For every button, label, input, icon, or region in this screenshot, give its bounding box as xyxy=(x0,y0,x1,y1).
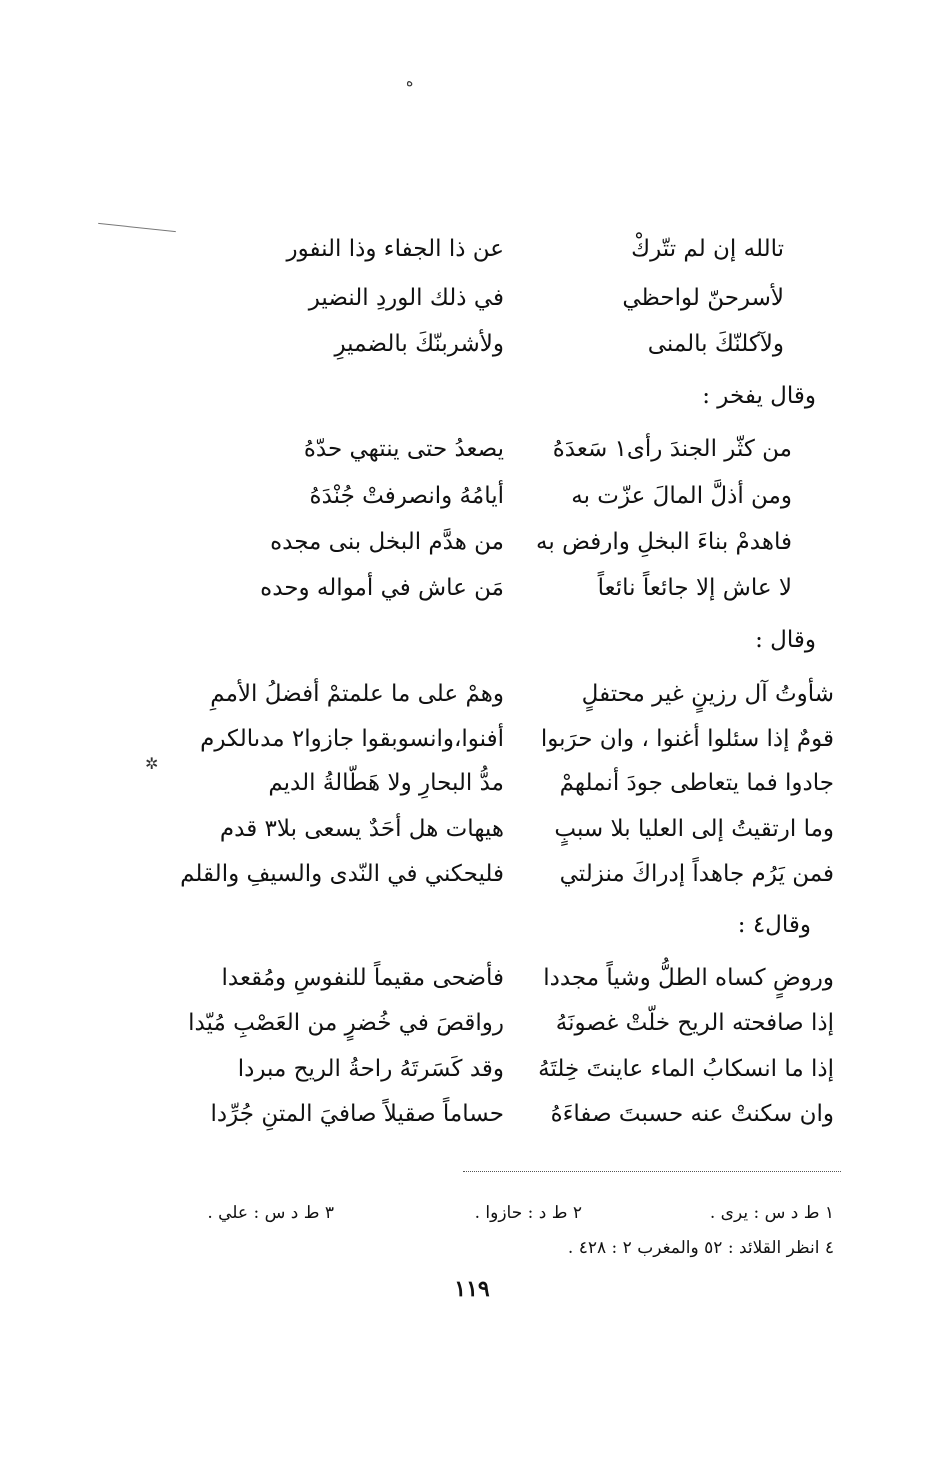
hemistich-left: حساماً صقيلاً صافيَ المتنِ جُرِّدا xyxy=(210,1101,504,1127)
hemistich-left: يصعدُ حتى ينتهي حدّهُ xyxy=(303,436,504,462)
section-intro: وقال٤ : xyxy=(737,912,811,938)
hemistich-right: فمن يَرُم جاهداً إدراكَ منزلتي xyxy=(559,861,834,887)
footnote-3: ٣ ط د س : علي . xyxy=(207,1203,334,1223)
hemistich-left: من هدَّم البخل بنى مجده xyxy=(270,529,504,555)
hemistich-left: فأضحى مقيماً للنفوسِ ومُقعدا xyxy=(221,965,504,991)
footnote-1: ١ ط د س : يرى . xyxy=(709,1203,834,1223)
hemistich-right: جادوا فما يتعاطى جودَ أنملهمْ xyxy=(559,770,834,796)
hemistich-left: أفنوا،وانسوبقوا جازوا٢ مدىالكرم xyxy=(200,726,504,752)
hemistich-right: تالله إن لم تتّركْ xyxy=(631,236,784,262)
hemistich-left: ولأشربنّكَ بالضميرِ xyxy=(334,331,504,357)
hemistich-right: وروضٍ كساه الطلُّ وشياً مجددا xyxy=(543,965,834,991)
hemistich-left: أيامُهُ وانصرفتْ جُنْدَهُ xyxy=(309,483,504,509)
hemistich-right: ومن أذلَّ المالَ عزّت به xyxy=(571,483,792,509)
hemistich-right: ولآكلنّكَ بالمنى xyxy=(647,331,784,357)
hemistich-left: مَن عاش في أمواله وحده xyxy=(260,575,504,601)
hemistich-left: وهمْ على ما علمتمْ أفضلُ الأممِ xyxy=(210,681,504,707)
hemistich-right: إذا صافحته الريح خلّتْ غصونَهُ xyxy=(555,1010,834,1036)
hemistich-left: وقد كَسَرتَهُ راحةُ الريح مبردا xyxy=(237,1056,504,1082)
hemistich-right: وان سكنتْ عنه حسبتَ صفاءَهُ xyxy=(550,1101,834,1127)
hemistich-right: وما ارتقيتُ إلى العليا بلا سببٍ xyxy=(554,816,834,842)
hemistich-right: لا عاش إلا جائعاً نائعاً xyxy=(597,575,792,601)
hemistich-left: عن ذا الجفاء وذا النفور xyxy=(286,236,504,262)
hemistich-right: لأسرحنّ لواحظي xyxy=(622,285,784,311)
hemistich-left: في ذلك الوردِ النضير xyxy=(308,285,504,311)
hemistich-right: من كثّر الجندَ رأى١ سَعدَهُ xyxy=(552,436,792,462)
hemistich-left: رواقصَ في خُضرٍ من العَصْبِ مُيّدا xyxy=(188,1010,504,1036)
section-intro: وقال يفخر : xyxy=(702,383,816,409)
margin-mark: ✲ xyxy=(145,754,159,773)
margin-stroke xyxy=(98,223,176,232)
hemistich-left: هيهات هل أحَدٌ يسعى بلا٣ قدم xyxy=(219,816,504,842)
footnote-2: ٢ ط د : حازوا . xyxy=(474,1203,582,1223)
hemistich-right: قومٌ إذا سئلوا أغنوا ، وان حرَبوا xyxy=(540,726,834,752)
top-mark: ه xyxy=(406,74,414,90)
hemistich-right: إذا ما انسكابُ الماء عاينتَ خِلتَهُ xyxy=(538,1056,834,1082)
section-intro: وقال : xyxy=(755,627,816,653)
hemistich-left: مدُّ البحارِ ولا هَطّالةُ الديم xyxy=(268,770,504,796)
hemistich-right: شأوتُ آل رزينٍ غير محتفلٍ xyxy=(581,681,834,707)
hemistich-left: فليحكني في النّدى والسيفِ والقلم xyxy=(180,861,504,887)
page-number: ١١٩ xyxy=(454,1276,490,1302)
footnote-separator xyxy=(463,1171,841,1172)
hemistich-right: فاهدمْ بناءَ البخلِ وارفض به xyxy=(536,529,792,555)
footnote-4: ٤ انظر القلائد : ٥٢ والمغرب ٢ : ٤٢٨ . xyxy=(567,1238,834,1258)
